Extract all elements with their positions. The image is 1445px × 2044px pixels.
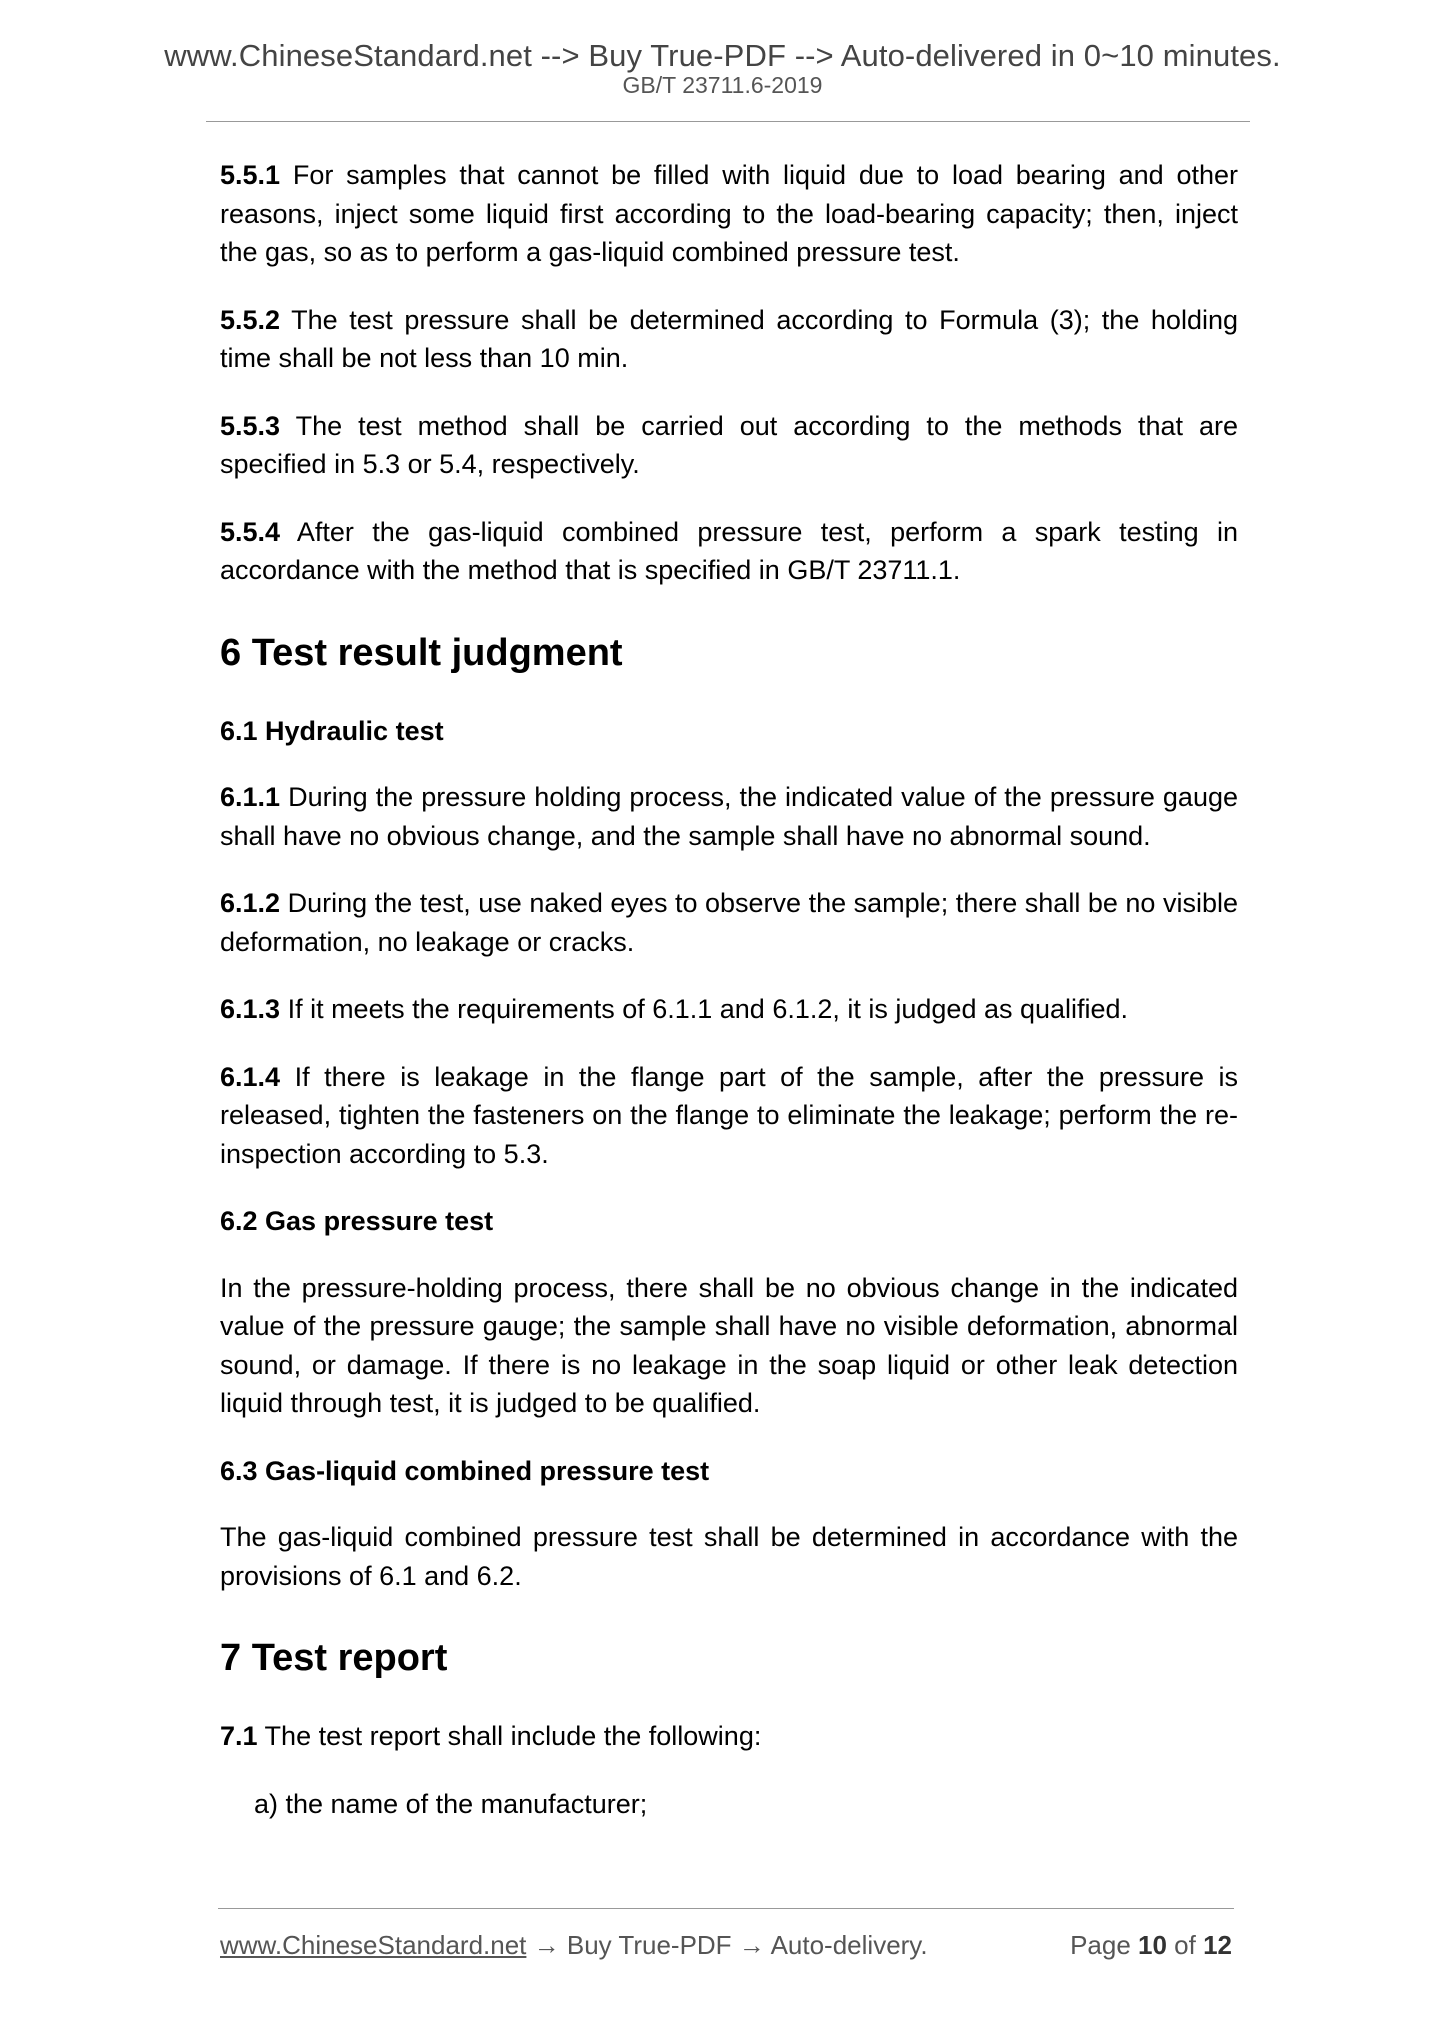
clause-6-1-3 — [220, 990, 1238, 1029]
footer-divider — [218, 1908, 1234, 1909]
clause-number: 7.1 — [220, 1721, 258, 1751]
clause-number: 6.1.4 — [220, 1061, 281, 1092]
site-link[interactable]: www.ChineseStandard.net — [220, 1930, 527, 1960]
subsection-heading-6-2: 6.2 Gas pressure test — [220, 1206, 494, 1236]
page-content — [220, 156, 1238, 1823]
footer-tagline: → Buy True-PDF → Auto-delivery. — [526, 1930, 928, 1960]
clause-number: 5.5.4 — [220, 516, 281, 547]
clause-5-5-2 — [220, 301, 1238, 378]
clause-text: If there is leakage in the flange part of the sample, after the pressure is released, tighten the fasteners on the flange to eliminate the leakage; perform the re-inspection according to 5.3. — [220, 1061, 1238, 1169]
clause-number: 5.5.3 — [220, 410, 281, 441]
clause-number: 6.1.2 — [220, 888, 281, 918]
clause-7-1 — [220, 1717, 1238, 1756]
clause-text: During the pressure holding process, the indicated value of the pressure gauge shall have no obvious change, and the sample shall have no abnormal sound. — [220, 782, 1238, 851]
clause-6-3-body: The gas-liquid combined pressure test shall be determined in accordance with the provisions of 6.1 and 6.2. — [220, 1522, 1238, 1591]
clause-text: For samples that cannot be filled with liquid due to load bearing and other reasons, inject some liquid first according to the load-bearing capacity; then, inject the gas, so as to perform a gas-liquid combined pressure test. — [220, 160, 1238, 267]
page-word: Page — [1070, 1930, 1139, 1960]
page-number — [1070, 1930, 1232, 1961]
clause-number: 6.1.3 — [220, 994, 281, 1024]
clause-5-5-4 — [220, 513, 1238, 590]
clause-6-2-body: In the pressure-holding process, there shall be no obvious change in the indicated value of the pressure gauge; the sample shall have no visible deformation, abnormal sound, or damage. If there is no leakage in the soap liquid or other leak detection liquid through test, it is judged to be qualified. — [220, 1272, 1238, 1418]
clause-text: After the gas-liquid combined pressure test, perform a spark testing in accordance with the method that is specified in GB/T 23711.1. — [220, 516, 1238, 585]
clause-5-5-1 — [220, 156, 1238, 272]
clause-6-1-2 — [220, 884, 1238, 961]
clause-number: 5.5.2 — [220, 304, 281, 335]
header-divider — [206, 121, 1250, 122]
list-item-a: a) the name of the manufacturer; — [254, 1788, 648, 1819]
clause-text: The test report shall include the following: — [257, 1721, 762, 1751]
clause-text: The test method shall be carried out according to the methods that are specified in 5.3 or 5.4, respectively. — [220, 410, 1238, 479]
section-heading-6: 6 Test result judgment — [220, 631, 623, 674]
clause-text: If it meets the requirements of 6.1.1 and 6.1.2, it is judged as qualified. — [280, 994, 1129, 1024]
clause-6-1-4 — [220, 1058, 1238, 1174]
subsection-heading-6-1: 6.1 Hydraulic test — [220, 715, 444, 746]
clause-5-5-3 — [220, 407, 1238, 484]
clause-text: During the test, use naked eyes to observe the sample; there shall be no visible deformation, no leakage or cracks. — [220, 888, 1238, 957]
clause-text: The test pressure shall be determined according to Formula (3); the holding time shall be not less than 10 min. — [220, 304, 1238, 373]
document-id: GB/T 23711.6-2019 — [622, 72, 823, 98]
header-banner: www.ChineseStandard.net --> Buy True-PDF --> Auto-delivered in 0~10 minutes. — [164, 38, 1281, 73]
page-total: 12 — [1203, 1930, 1232, 1960]
clause-number: 5.5.1 — [220, 160, 281, 190]
page-current: 10 — [1138, 1930, 1167, 1960]
subsection-heading-6-3: 6.3 Gas-liquid combined pressure test — [220, 1455, 710, 1486]
clause-number: 6.1.1 — [220, 782, 281, 812]
clause-6-1-1 — [220, 778, 1238, 855]
of-word: of — [1166, 1930, 1204, 1960]
footer-left — [220, 1930, 928, 1961]
section-heading-7: 7 Test report — [220, 1637, 448, 1679]
